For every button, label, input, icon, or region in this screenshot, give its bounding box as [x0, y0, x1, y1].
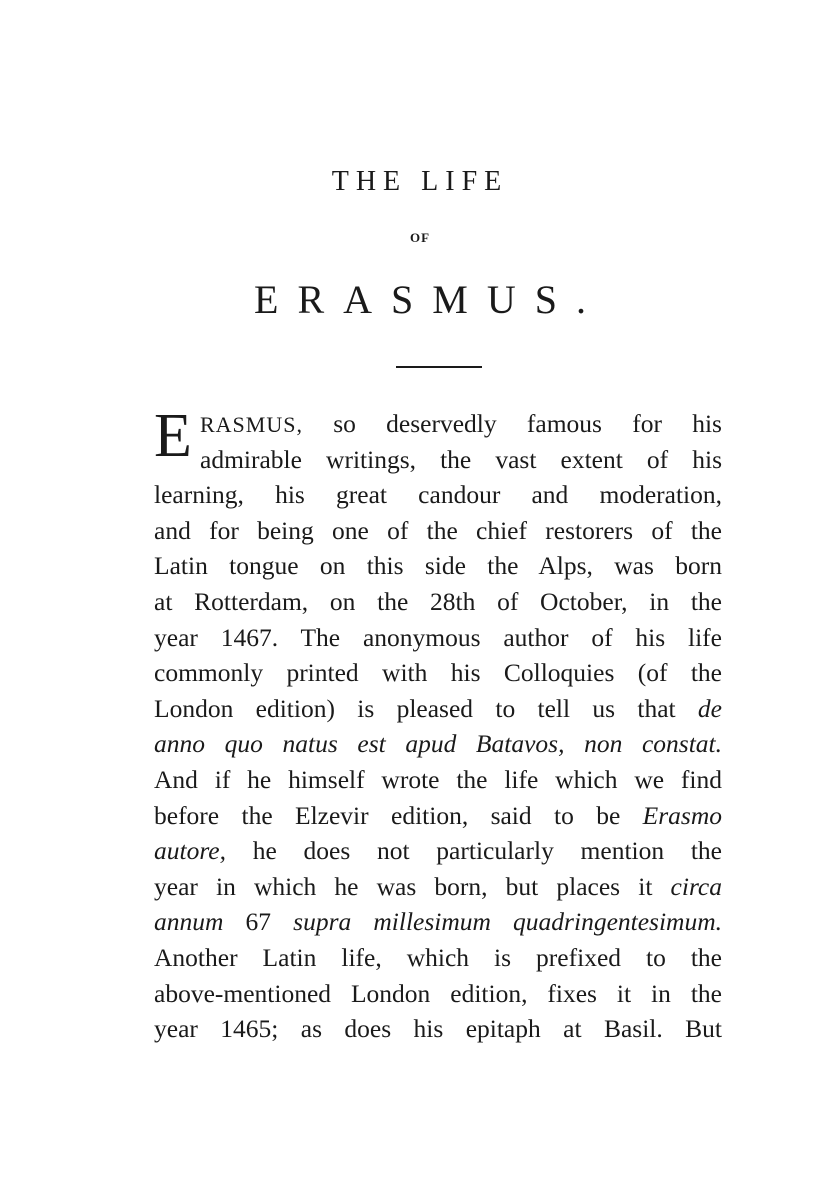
text-run: Latin tongue on this side the Alps, was born: [154, 551, 722, 581]
text-line: [154, 869, 722, 905]
text-line: [154, 620, 722, 656]
italic-text: supra millesimum quadringentesimum.: [293, 907, 722, 937]
text-run: RASMUS,: [200, 412, 303, 437]
italic-text: Erasmo: [642, 800, 722, 830]
text-run: 67: [223, 907, 294, 937]
text-line: [154, 798, 722, 834]
text-run: at Rotterdam, on the 28th of October, in the: [154, 586, 722, 616]
text-run: before the Elzevir edition, said to be: [154, 800, 643, 830]
text-line: [154, 833, 722, 869]
text-run: learning, his great candour and moderation,: [154, 480, 722, 510]
text-line: [154, 691, 722, 727]
italic-text: annum: [154, 907, 224, 937]
title-connector: OF: [409, 230, 431, 245]
italic-text: autore,: [154, 836, 227, 866]
italic-text: circa: [670, 871, 722, 901]
text-line: [154, 513, 722, 549]
text-run: he does not particularly mention the: [226, 836, 722, 866]
text-line: [154, 1011, 722, 1047]
italic-text: de: [697, 693, 722, 723]
italic-text: anno quo natus est apud Batavos, non constat.: [154, 729, 722, 759]
text-line: [154, 548, 722, 584]
text-run: admirable writings, the vast extent of his: [200, 444, 722, 474]
text-run: Another Latin life, which is prefixed to the: [154, 942, 722, 972]
text-line: [154, 904, 722, 940]
title-subject: ERASMUS.: [254, 277, 605, 322]
text-line: [154, 477, 722, 513]
drop-cap: E: [154, 402, 192, 470]
text-run: and for being one of the chief restorers of the: [154, 515, 722, 545]
text-line: [154, 442, 722, 478]
page-title: THE LIFE: [331, 166, 509, 197]
text-run: year 1467. The anonymous author of his life: [154, 622, 722, 652]
text-line: [154, 940, 722, 976]
text-line: [154, 655, 722, 691]
text-run: year 1465; as does his epitaph at Basil. But: [154, 1014, 722, 1044]
text-run: above-mentioned London edition, fixes it in the: [154, 978, 722, 1008]
text-line: [154, 584, 722, 620]
text-line: [154, 726, 722, 762]
text-run: London edition) is pleased to tell us that: [154, 693, 698, 723]
text-run: And if he himself wrote the life which we find: [154, 764, 722, 794]
text-run: so deservedly famous for his: [302, 409, 722, 438]
text-line: [154, 976, 722, 1012]
title-rule: [396, 366, 482, 368]
text-run: year in which he was born, but places it: [154, 871, 671, 901]
text-line: [154, 762, 722, 798]
body-paragraph: [154, 402, 722, 1047]
text-line: [154, 406, 722, 442]
text-run: commonly printed with his Colloquies (of the: [154, 658, 722, 688]
